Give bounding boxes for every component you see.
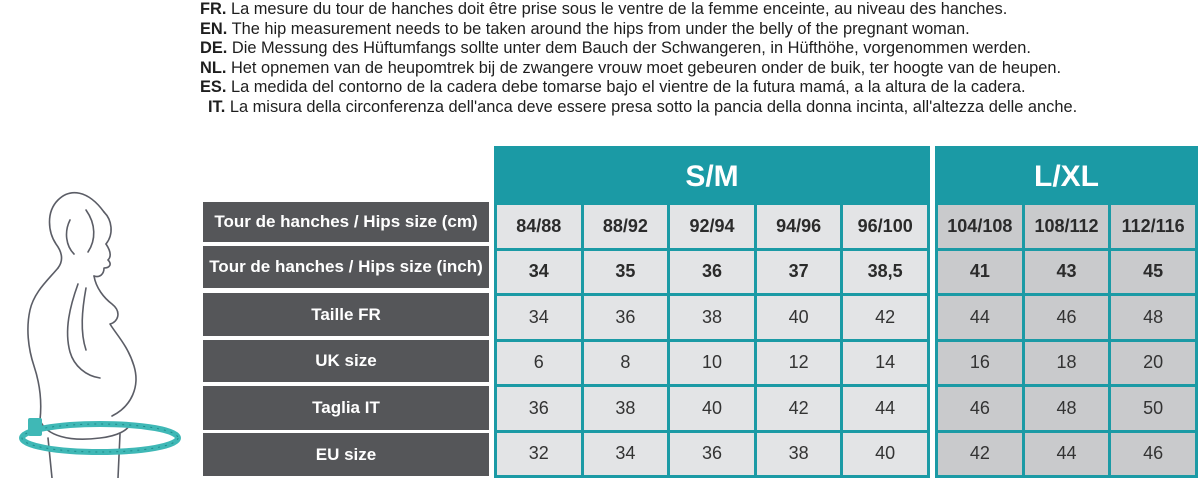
size-cell: 94/96 bbox=[757, 205, 841, 248]
note-nl: NL. Het opnemen van de heupomtrek bij de zwangere vrouw moet gebeuren onder de buik, ter hoogte van de heupen. bbox=[200, 58, 1062, 77]
size-grid-lxl bbox=[938, 205, 1195, 475]
size-cell: 32 bbox=[497, 433, 581, 476]
size-cell: 18 bbox=[1025, 342, 1109, 385]
row-label-hips-inch: Tour de hanches / Hips size (inch) bbox=[203, 246, 489, 288]
size-cell: 40 bbox=[843, 433, 927, 476]
pregnant-woman-measuring-icon bbox=[0, 180, 200, 478]
size-group-lxl bbox=[935, 146, 1198, 478]
size-cell: 44 bbox=[1025, 433, 1109, 476]
size-cell: 35 bbox=[584, 251, 668, 294]
note-en: EN. The hip measurement needs to be taken around the hips from under the belly of the pregnant woman. bbox=[200, 19, 970, 38]
size-cell: 46 bbox=[1025, 296, 1109, 339]
size-cell: 43 bbox=[1025, 251, 1109, 294]
size-cell: 37 bbox=[757, 251, 841, 294]
size-cell: 92/94 bbox=[670, 205, 754, 248]
size-cell: 34 bbox=[497, 251, 581, 294]
size-cell: 16 bbox=[938, 342, 1022, 385]
size-grid-sm bbox=[497, 205, 927, 475]
note-fr: FR. La mesure du tour de hanches doit être prise sous le ventre de la femme enceinte, au niveau des hanches. bbox=[200, 0, 1008, 18]
size-cell: 40 bbox=[670, 387, 754, 430]
size-cell: 36 bbox=[584, 296, 668, 339]
size-group-title: L/XL bbox=[1034, 160, 1099, 193]
size-cell: 88/92 bbox=[584, 205, 668, 248]
size-cell: 45 bbox=[1111, 251, 1195, 294]
size-cell: 36 bbox=[670, 433, 754, 476]
size-cell: 44 bbox=[843, 387, 927, 430]
note-it: IT. La misura della circonferenza dell'anca deve essere presa sotto la pancia della donna incinta, all'altezza delle anche. bbox=[208, 97, 1078, 116]
size-cell: 42 bbox=[843, 296, 927, 339]
size-cell: 14 bbox=[843, 342, 927, 385]
size-cell: 40 bbox=[757, 296, 841, 339]
size-cell: 46 bbox=[938, 387, 1022, 430]
row-label-taille-fr: Taille FR bbox=[203, 293, 489, 336]
row-label-hips-cm: Tour de hanches / Hips size (cm) bbox=[203, 202, 489, 242]
size-cell: 34 bbox=[497, 296, 581, 339]
size-cell: 84/88 bbox=[497, 205, 581, 248]
size-cell: 36 bbox=[497, 387, 581, 430]
size-cell: 38,5 bbox=[843, 251, 927, 294]
size-cell: 48 bbox=[1025, 387, 1109, 430]
size-cell: 108/112 bbox=[1025, 205, 1109, 248]
size-cell: 38 bbox=[757, 433, 841, 476]
size-cell: 34 bbox=[584, 433, 668, 476]
size-group-sm bbox=[494, 146, 930, 478]
size-cell: 8 bbox=[584, 342, 668, 385]
row-label-uk-size: UK size bbox=[203, 340, 489, 382]
row-label-taglia-it: Taglia IT bbox=[203, 386, 489, 430]
size-cell: 104/108 bbox=[938, 205, 1022, 248]
size-cell: 42 bbox=[938, 433, 1022, 476]
row-label-eu-size: EU size bbox=[203, 433, 489, 476]
size-cell: 41 bbox=[938, 251, 1022, 294]
note-de: DE. Die Messung des Hüftumfangs sollte unter dem Bauch der Schwangeren, in Hüfthöhe, vorgenommen werden. bbox=[200, 39, 1031, 58]
size-cell: 42 bbox=[757, 387, 841, 430]
size-group-title: S/M bbox=[685, 160, 739, 193]
size-cell: 44 bbox=[938, 296, 1022, 339]
size-cell: 10 bbox=[670, 342, 754, 385]
size-cell: 38 bbox=[670, 296, 754, 339]
size-cell: 50 bbox=[1111, 387, 1195, 430]
size-cell: 12 bbox=[757, 342, 841, 385]
size-cell: 96/100 bbox=[843, 205, 927, 248]
size-cell: 36 bbox=[670, 251, 754, 294]
size-cell: 38 bbox=[584, 387, 668, 430]
note-es: ES. La medida del contorno de la cadera debe tomarse bajo el vientre de la futura mamá, a la altura de la cadera. bbox=[200, 78, 1026, 97]
size-cell: 46 bbox=[1111, 433, 1195, 476]
size-cell: 48 bbox=[1111, 296, 1195, 339]
size-cell: 112/116 bbox=[1111, 205, 1195, 248]
measurement-instructions bbox=[200, 0, 1190, 118]
size-cell: 20 bbox=[1111, 342, 1195, 385]
size-cell: 6 bbox=[497, 342, 581, 385]
